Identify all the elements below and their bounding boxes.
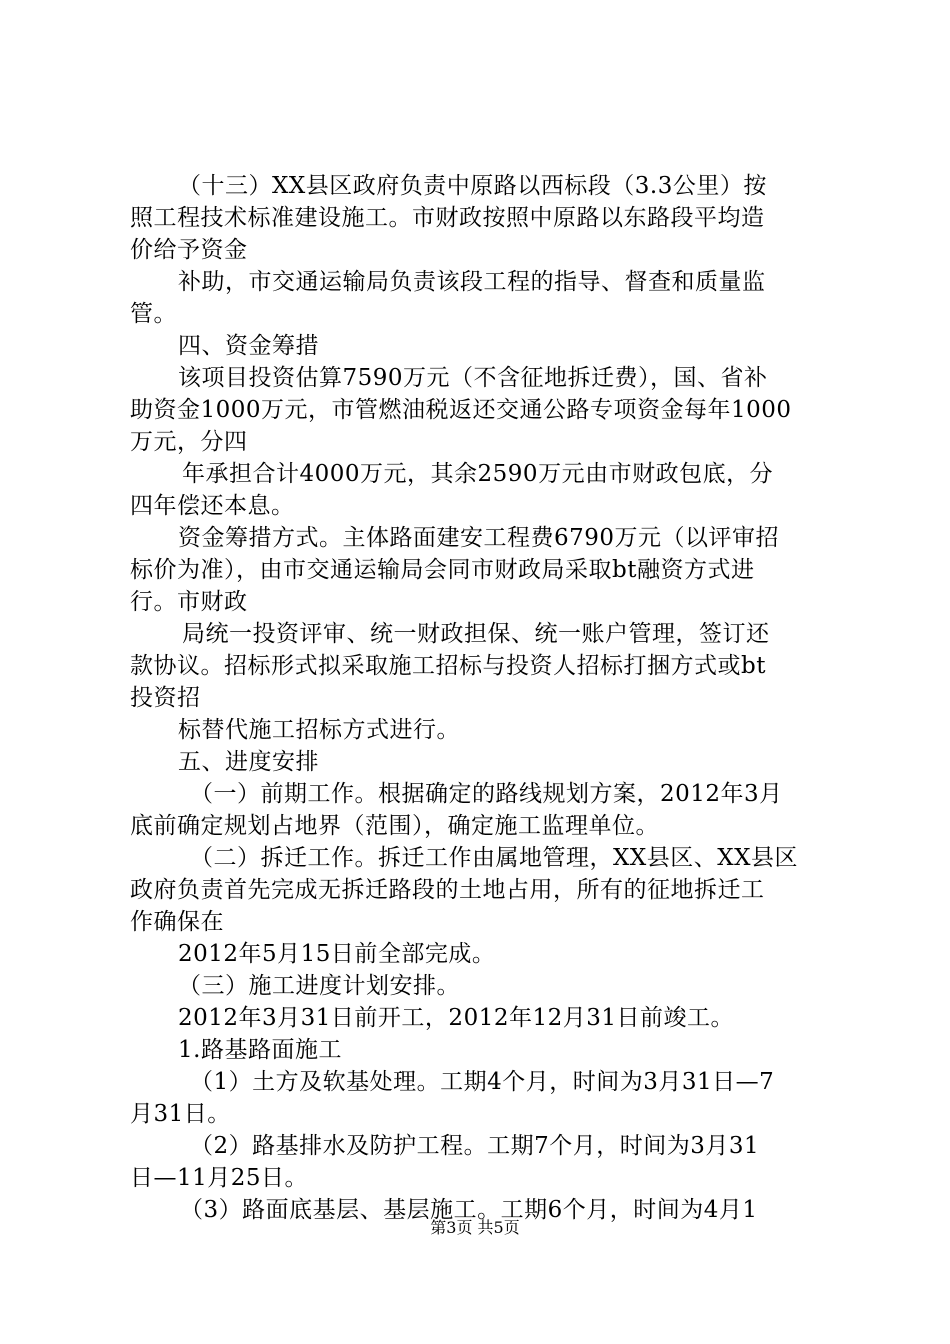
text-line: 价给予资金 <box>130 237 248 263</box>
text-line: 补助，市交通运输局负责该段工程的指导、督查和质量监 <box>178 269 766 295</box>
text-line: 2012年3月31日前开工，2012年12月31日前竣工。 <box>178 1005 734 1031</box>
text-line: 助资金1000万元，市管燃油税返还交通公路专项资金每年1000 <box>130 397 792 423</box>
text-line: （十三）XX县区政府负责中原路以西标段（3.3公里）按 <box>178 173 767 199</box>
text-line: （三）施工进度计划安排。 <box>178 973 460 999</box>
section-heading: 四、资金筹措 <box>178 333 319 359</box>
document-body <box>130 170 830 1226</box>
text-line: （1）土方及软基处理。工期4个月，时间为3月31日—7 <box>190 1069 775 1095</box>
text-line: 标价为准），由市交通运输局会同市财政局采取bt融资方式进 <box>130 557 755 583</box>
text-line: 照工程技术标准建设施工。市财政按照中原路以东路段平均造 <box>130 205 765 231</box>
text-line: （2）路基排水及防护工程。工期7个月，时间为3月31 <box>190 1133 760 1159</box>
text-line: 底前确定规划占地界（范围），确定施工监理单位。 <box>130 813 659 839</box>
text-line: 1.路基路面施工 <box>178 1037 342 1063</box>
text-line: 作确保在 <box>130 909 224 935</box>
text-line: 管。 <box>130 301 177 327</box>
text-line: （二）拆迁工作。拆迁工作由属地管理，XX县区、XX县区 <box>190 845 798 871</box>
text-line: 四年偿还本息。 <box>130 493 295 519</box>
text-line: 该项目投资估算7590万元（不含征地拆迁费），国、省补 <box>178 365 768 391</box>
text-line: 局统一投资评审、统一财政担保、统一账户管理，签订还 <box>182 621 770 647</box>
text-line: 投资招 <box>130 685 201 711</box>
text-line: 行。市财政 <box>130 589 248 615</box>
section-heading: 五、进度安排 <box>178 749 319 775</box>
text-line: 万元，分四 <box>130 429 248 455</box>
text-line: （3）路面底基层、基层施工。工期6个月，时间为4月1 <box>180 1197 758 1223</box>
page-footer: 第3页 共5页 <box>430 1218 520 1237</box>
text-line: 资金筹措方式。主体路面建安工程费6790万元（以评审招 <box>178 525 780 551</box>
text-line: 标替代施工招标方式进行。 <box>178 717 460 743</box>
text-line: 2012年5月15日前全部完成。 <box>178 941 496 967</box>
text-line: 日—11月25日。 <box>130 1165 309 1191</box>
text-line: （一）前期工作。根据确定的路线规划方案，2012年3月 <box>190 781 783 807</box>
text-line: 款协议。招标形式拟采取施工招标与投资人招标打捆方式或bt <box>130 653 766 679</box>
text-line: 政府负责首先完成无拆迁路段的土地占用，所有的征地拆迁工 <box>130 877 765 903</box>
text-line: 月31日。 <box>130 1101 231 1127</box>
text-line: 年承担合计4000万元，其余2590万元由市财政包底，分 <box>182 461 774 487</box>
